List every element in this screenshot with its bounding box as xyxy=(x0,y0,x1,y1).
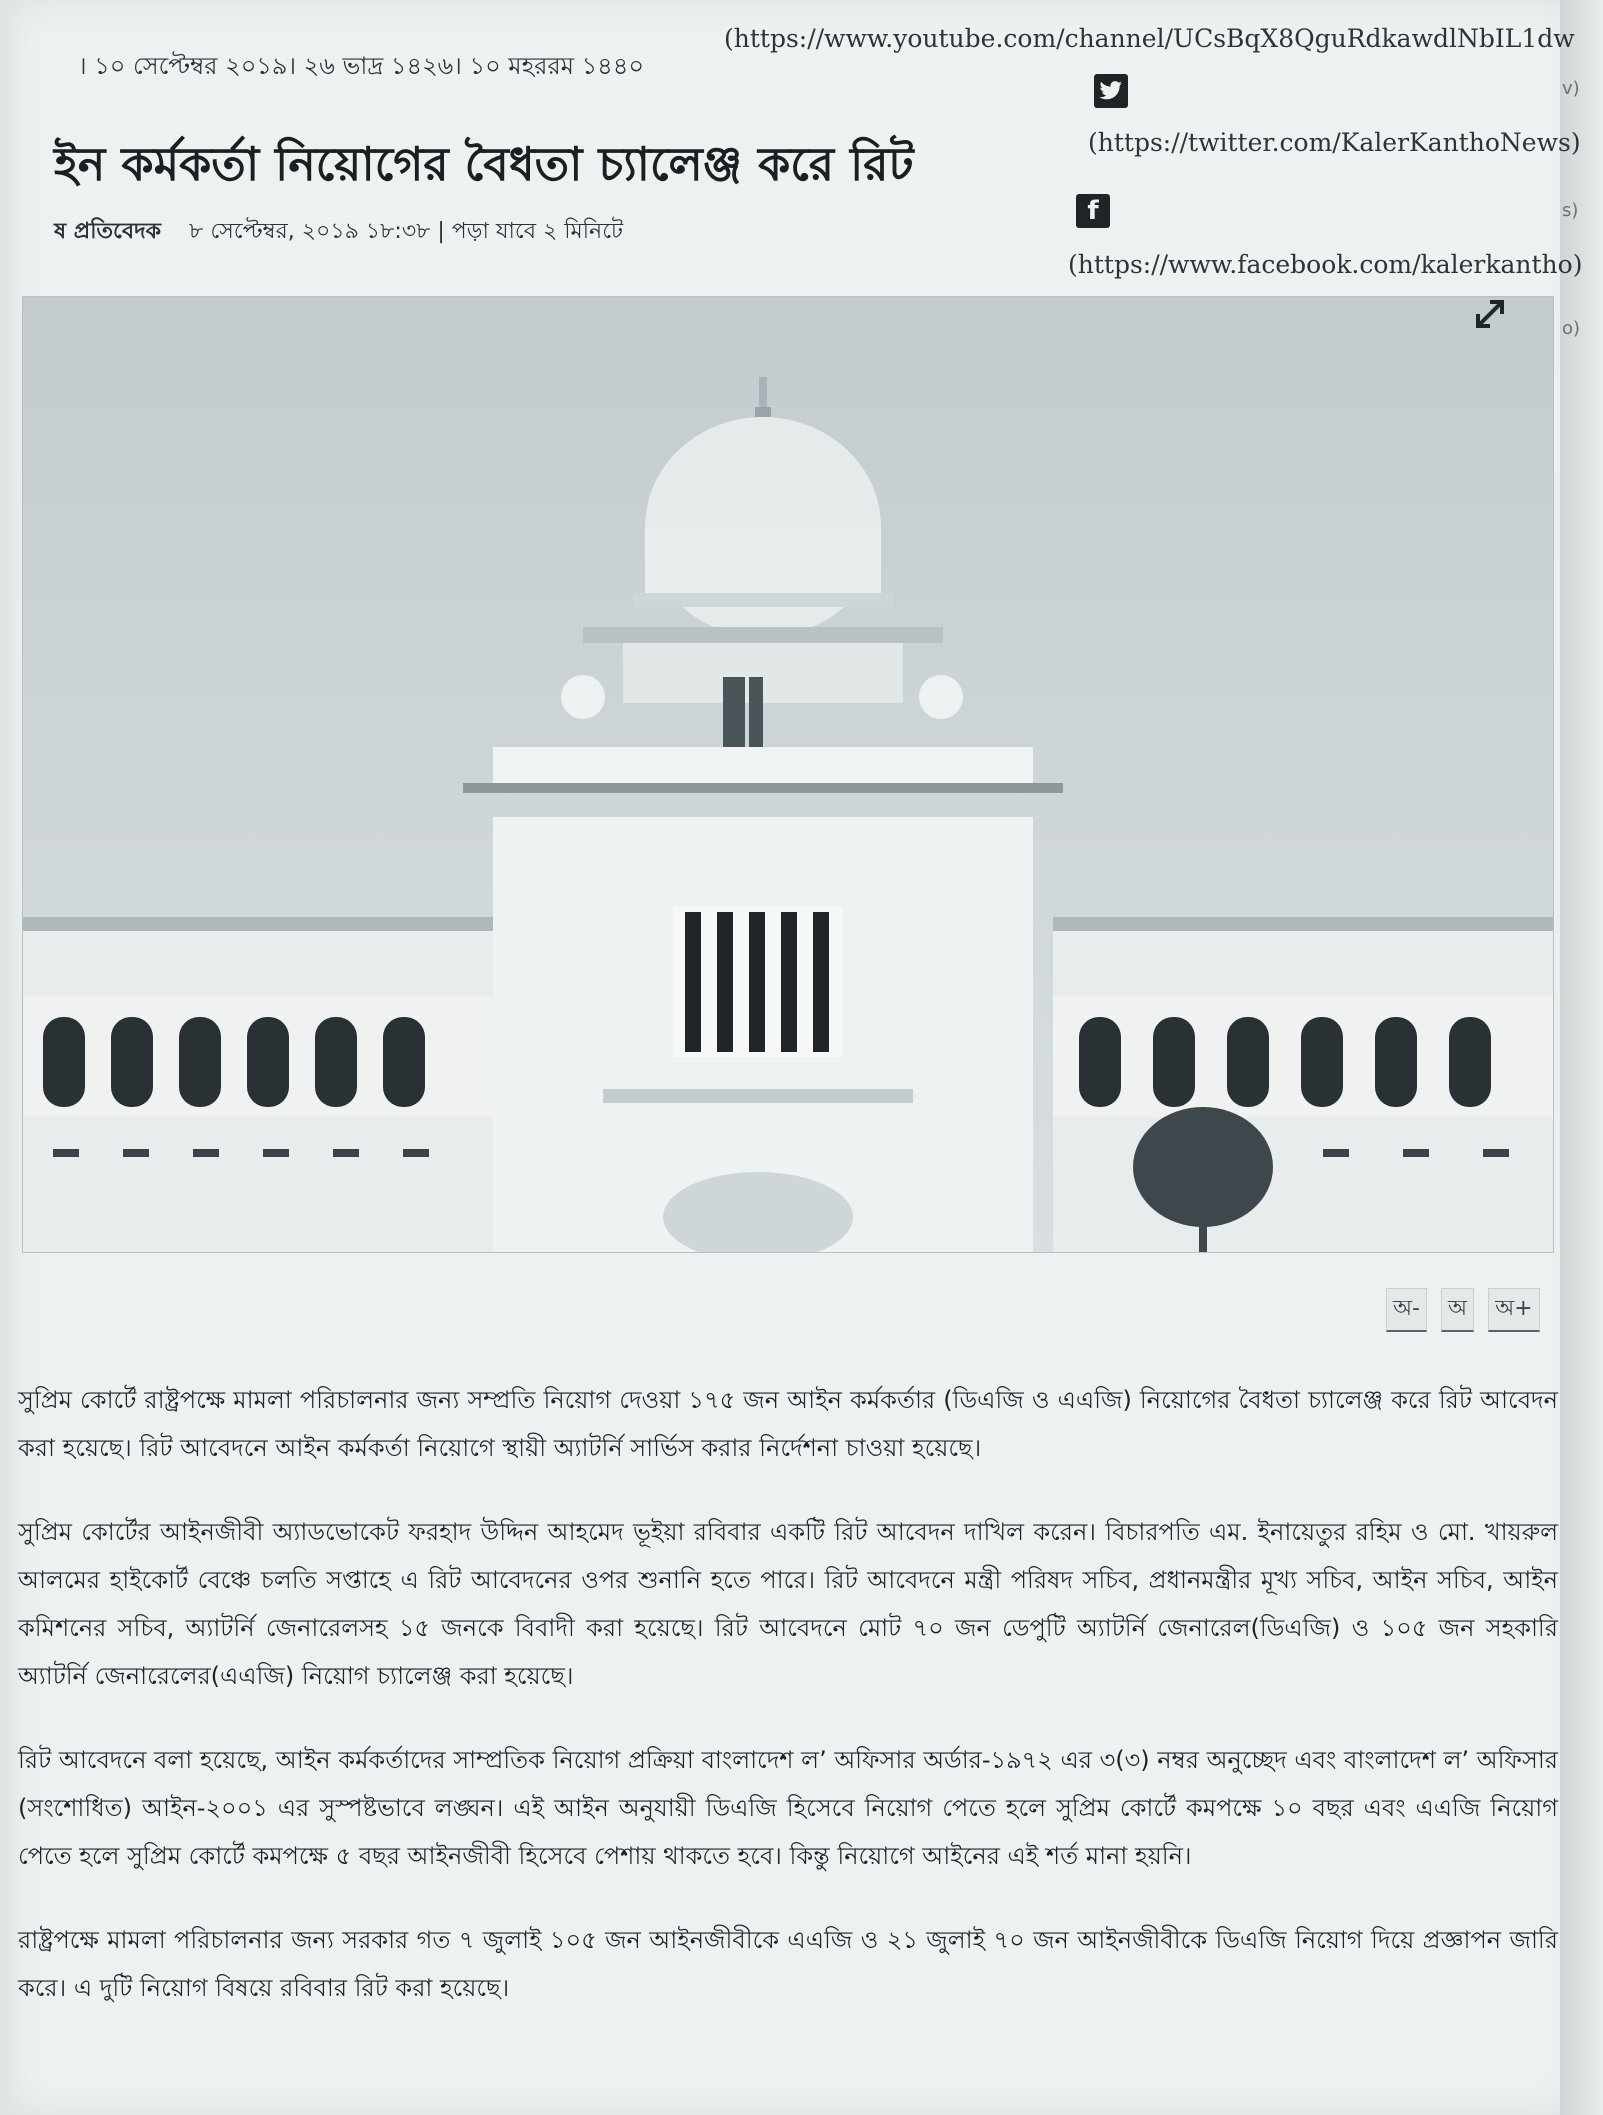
twitter-icon[interactable] xyxy=(1094,74,1128,108)
twitter-link[interactable]: (https://twitter.com/KalerKanthoNews) xyxy=(1088,128,1581,157)
article-photo xyxy=(22,296,1554,1253)
article-body xyxy=(18,1376,1558,2048)
article-headline: ইন কর্মকর্তা নিয়োগের বৈধতা চ্যালেঞ্জ করে রিট xyxy=(54,137,914,191)
paragraph: সুপ্রিম কোর্টে রাষ্ট্রপক্ষে মামলা পরিচালনার জন্য সম্প্রতি নিয়োগ দেওয়া ১৭৫ জন আইন কর্মকর্তার (ডিএজি ও এএজি) নিয়োগের বৈধতা চ্যালেঞ্জ করে রিট আবেদন করা হয়েছে। রিট আবেদনে আইন কর্মকর্তা নিয়োগে স্থায়ী অ্যাটর্নি সার্ভিস করার নির্দেশনা চাওয়া হয়েছে। xyxy=(18,1386,1558,1462)
expand-icon[interactable] xyxy=(1472,296,1508,332)
paragraph: রাষ্ট্রপক্ষে মামলা পরিচালনার জন্য সরকার গত ৭ জুলাই ১০৫ জন আইনজীবীকে এএজি ও ২১ জুলাই ৭০ জন আইনজীবীকে ডিএজি নিয়োগ দিয়ে প্রজ্ঞাপন জারি করে। এ দুটি নিয়োগ বিষয়ে রবিবার রিট করা হয়েছে। xyxy=(18,1926,1558,2002)
author-name: ষ প্রতিবেদক xyxy=(54,219,162,244)
dateline: । ১০ সেপ্টেম্বর ২০১৯। ২৬ ভাদ্র ১৪২৬। ১০ মহররম ১৪৪০ xyxy=(78,52,644,80)
font-decrease-button[interactable]: অ- xyxy=(1386,1288,1427,1332)
font-increase-button[interactable]: অ+ xyxy=(1488,1288,1540,1332)
court-building-image xyxy=(23,297,1553,1252)
edge-fragment: v) xyxy=(1562,78,1580,99)
facebook-icon[interactable]: f xyxy=(1076,194,1110,228)
paragraph: রিট আবেদনে বলা হয়েছে, আইন কর্মকর্তাদের সাম্প্রতিক নিয়োগ প্রক্রিয়া বাংলাদেশ ল’ অফিসার অর্ডার-১৯৭২ এর ৩(৩) নম্বর অনুচ্ছেদ এবং বাংলাদেশ ল’ অফিসার (সংশোধিত) আইন-২০০১ এর সুস্পষ্টভাবে লঙ্ঘন। এই আইন অনুযায়ী ডিএজি হিসেবে নিয়োগ পেতে হলে সুপ্রিম কোর্টে কমপক্ষে ১০ বছর এবং এএজি নিয়োগ পেতে হলে সুপ্রিম কোর্টে কমপক্ষে ৫ বছর আইনজীবী হিসেবে পেশায় থাকতে হবে। কিন্তু নিয়োগে আইনের এই শর্ত মানা হয়নি। xyxy=(18,1746,1558,1870)
publish-meta: ৮ সেপ্টেম্বর, ২০১৯ ১৮:৩৮ | পড়া যাবে ২ মিনিটে xyxy=(189,219,624,244)
edge-fragment: s) xyxy=(1562,200,1579,221)
edge-fragment: o) xyxy=(1562,318,1581,339)
font-reset-button[interactable]: অ xyxy=(1441,1288,1474,1332)
font-size-controls xyxy=(1386,1288,1540,1332)
facebook-link[interactable]: (https://www.facebook.com/kalerkantho) xyxy=(1068,250,1583,279)
byline xyxy=(54,214,623,251)
youtube-link[interactable]: (https://www.youtube.com/channel/UCsBqX8QguRdkawdlNbIL1dw xyxy=(724,24,1575,53)
paragraph: সুপ্রিম কোর্টের আইনজীবী অ্যাডভোকেট ফরহাদ উদ্দিন আহমেদ ভূইয়া রবিবার একটি রিট আবেদন দাখিল করেন। বিচারপতি এম. ইনায়েতুর রহিম ও মো. খায়রুল আলমের হাইকোর্ট বেঞ্চে চলতি সপ্তাহে এ রিট আবেদনের ওপর শুনানি হতে পারে। রিট আবেদনে মন্ত্রী পরিষদ সচিব, প্রধানমন্ত্রীর মূখ্য সচিব, আইন সচিব, আইন কমিশনের সচিব, অ্যাটর্নি জেনারেলসহ ১৫ জনকে বিবাদী করা হয়েছে। রিট আবেদনে মোট ৭০ জন ডেপুটি অ্যাটর্নি জেনারেল(ডিএজি) ও ১০৫ জন সহকারি অ্যাটর্নি জেনারেলের(এএজি) নিয়োগ চ্যালেঞ্জ করা হয়েছে। xyxy=(18,1518,1558,1690)
